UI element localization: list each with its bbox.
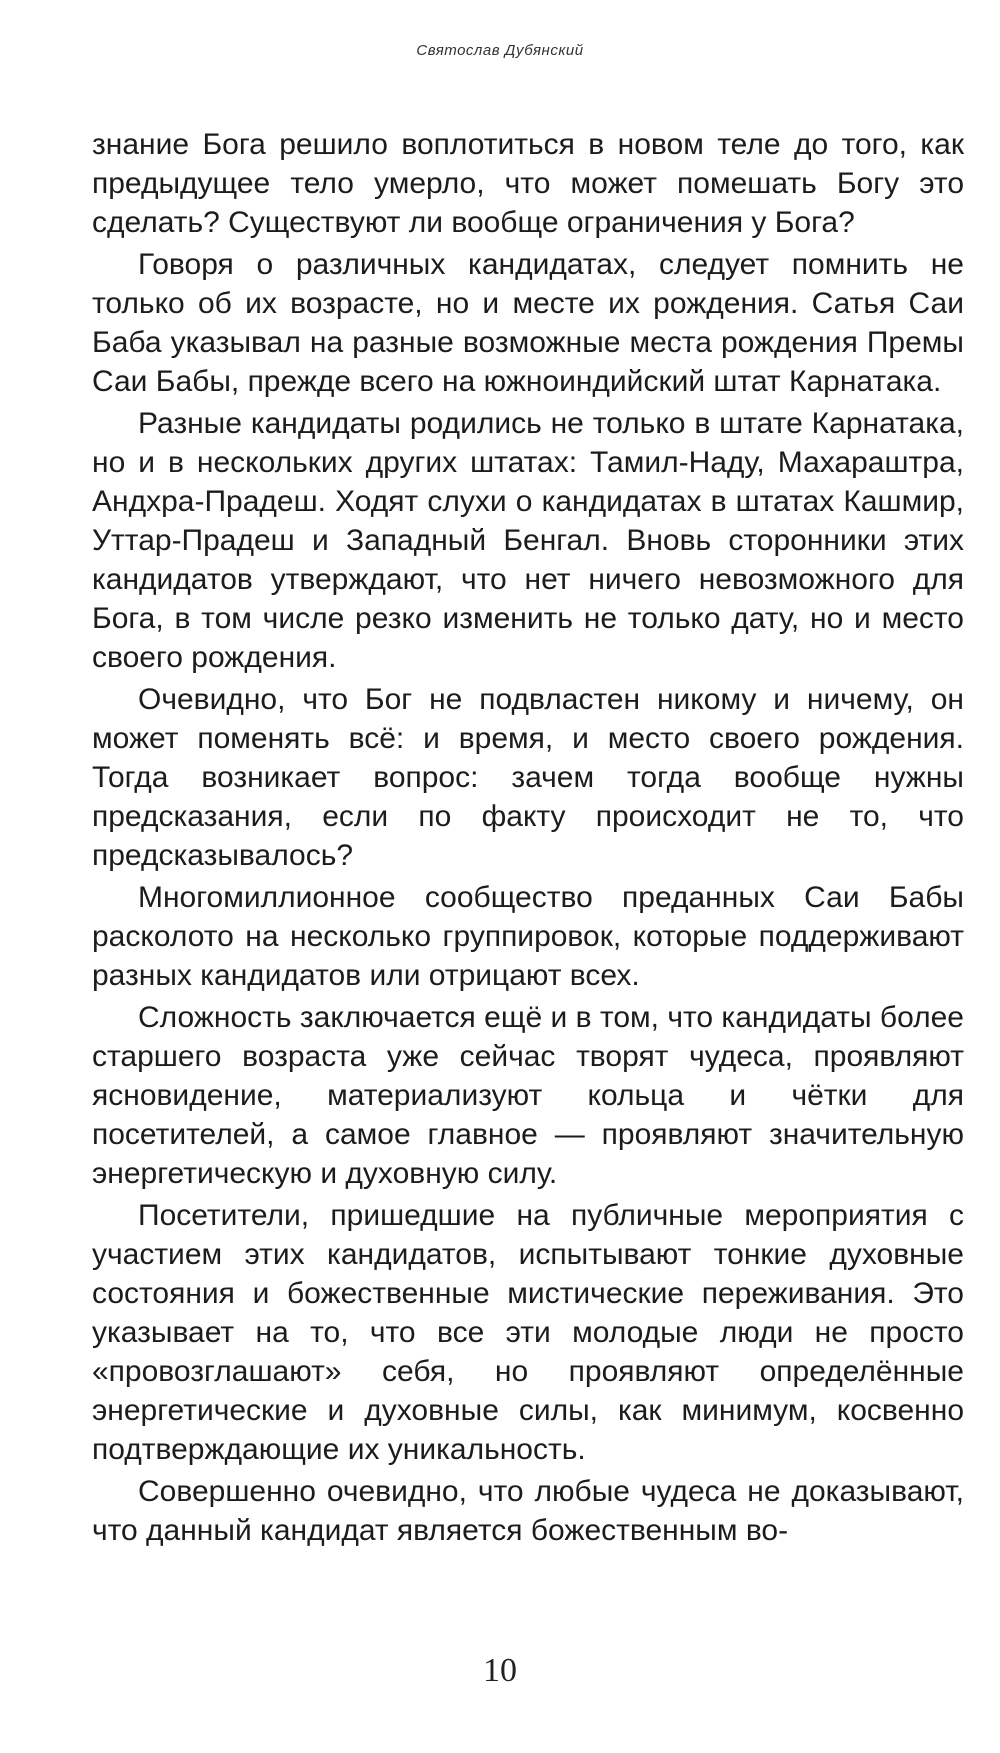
paragraph: Говоря о различных кандидатах, следует помнить не только об их возрасте, но и месте их рождения. Сатья Саи Баба указывал на разные возможные места рождения Премы Саи Бабы, прежде всего на южноиндийский штат Карнатака. (92, 248, 964, 398)
paragraph: Разные кандидаты родились не только в штате Карнатака, но и в нескольких других штатах: Тамил-Наду, Махараштра, Андхра-Прадеш. Ходят слухи о кандидатах в штатах Кашмир, Уттар-Прадеш и Западный Бенгал. Вновь сторонники этих кандидатов утверждают, что нет ничего невозможного для Бога, в том числе резко изменить не только дату, но и место своего рождения. (92, 407, 964, 674)
page-number: 10 (483, 1652, 517, 1689)
paragraph: Очевидно, что Бог не подвластен никому и ничему, он может поменять всё: и время, и место своего рождения. Тогда возникает вопрос: зачем тогда вообще нужны предсказания, если по факту происходит не то, что предсказывалось? (92, 683, 964, 872)
paragraph: Сложность заключается ещё и в том, что кандидаты более старшего возраста уже сейчас творят чудеса, проявляют ясновидение, материализуют кольца и чётки для посетителей, а самое главное — проявляют значительную энергетическую и духовную силу. (92, 1001, 964, 1190)
running-head-author: Святослав Дубянский (416, 42, 584, 59)
body-text (92, 124, 964, 1550)
paragraph: знание Бога решило воплотиться в новом теле до того, как предыдущее тело умерло, что может помешать Богу это сделать? Существуют ли вообще ограничения у Бога? (92, 128, 964, 239)
paragraph: Совершенно очевидно, что любые чудеса не доказывают, что данный кандидат является божественным во- (92, 1475, 964, 1547)
paragraph: Многомиллионное сообщество преданных Саи Бабы расколото на несколько группировок, которые поддерживают разных кандидатов или отрицают всех. (92, 881, 964, 992)
paragraph: Посетители, пришедшие на публичные мероприятия с участием этих кандидатов, испытывают тонкие духовные состояния и божественные мистические переживания. Это указывает на то, что все эти молодые люди не просто «провозглашают» себя, но проявляют определённые энергетические и духовные силы, как минимум, косвенно подтверждающие их уникальность. (92, 1199, 964, 1466)
